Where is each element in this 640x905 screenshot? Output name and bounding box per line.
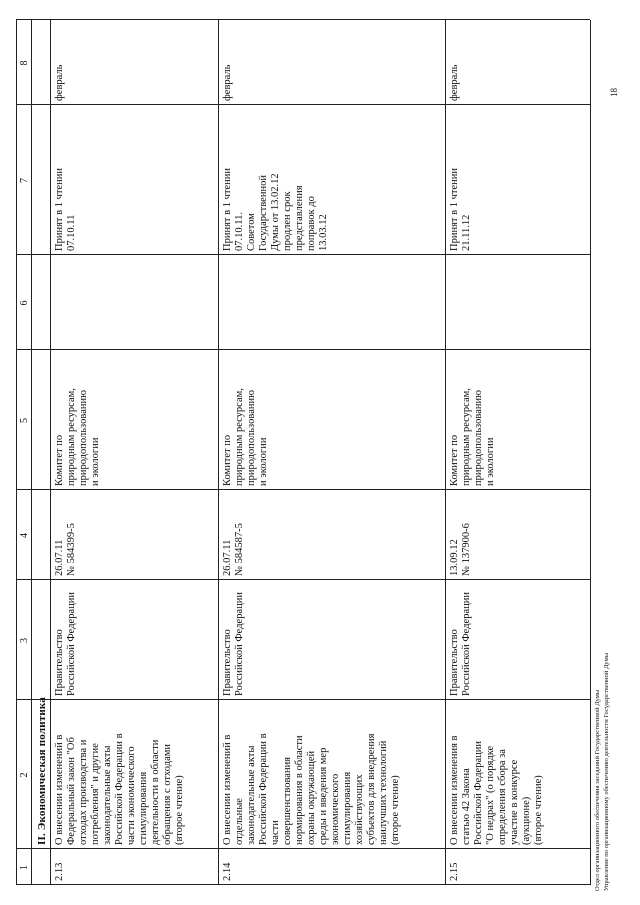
responsible-committee-line: природным ресурсам, [461, 388, 472, 486]
bill-title-line: участие в конкурсе [509, 759, 520, 845]
bill-initiator [54, 582, 78, 696]
bill-initiator-line: Правительство [222, 629, 233, 696]
bill-title [449, 702, 545, 845]
bill-title-line: обращения с отходами [162, 744, 173, 845]
page-number: 18 [609, 88, 619, 97]
table-column-rule [16, 848, 590, 849]
responsible-committee-line: природным ресурсам, [234, 388, 245, 486]
row-number: 2.15 [449, 862, 460, 881]
planned-month: февраль [222, 64, 233, 101]
table-row-rule [50, 20, 51, 885]
bill-title-line: О внесении изменений в [54, 734, 65, 845]
bill-title-line: совершенствования [282, 756, 293, 845]
bill-title-line: охраны окружающей [306, 750, 317, 845]
responsible-committee-line: и экологии [258, 437, 269, 486]
responsible-committee-line: Комитет по [449, 434, 460, 486]
bill-title-line: (второе чтение) [390, 775, 401, 845]
bill-title-line: части [270, 820, 281, 845]
table-column-rule [16, 489, 590, 490]
column-header: 4 [19, 533, 30, 538]
bill-title-line: статью 42 Закона [461, 768, 472, 845]
responsible-committee-line: Комитет по [54, 434, 65, 486]
footer-department: Отдел организационного обеспечения заседаний Государственной Думы [594, 689, 601, 891]
bill-title-line: стимулирования [138, 771, 149, 845]
table-row-rule [445, 20, 446, 885]
bill-title-line: деятельности в области [150, 739, 161, 845]
bill-title-line: (аукционе) [521, 796, 532, 845]
bill-status-line: 07.10.11 [66, 214, 77, 251]
bill-status-line: Принят в 1 чтении [449, 168, 460, 251]
bill-title-line: Российской Федерации [473, 741, 484, 845]
bill-registration-line: № 584399-5 [66, 523, 77, 576]
bill-status-line: 07.10.11. [234, 212, 245, 251]
bill-registration-line: № 137900-6 [461, 523, 472, 576]
column-header: 6 [19, 300, 30, 306]
planned-month: февраль [449, 64, 460, 101]
bill-status [54, 107, 78, 251]
bill-title-line: экономического [330, 773, 341, 845]
bill-initiator-line: Российской Федерации [234, 592, 245, 696]
bill-title-line: отходах производства и [78, 739, 89, 845]
bill-title-line: потребления" и другие [90, 743, 101, 845]
column-header: 5 [19, 418, 30, 423]
bill-title [54, 702, 186, 845]
section-title: II. Экономическая политика [36, 697, 48, 845]
bill-title [222, 702, 402, 845]
table-row-rule [218, 20, 219, 885]
table-column-rule [16, 579, 590, 580]
bill-registration [222, 492, 246, 576]
bill-status-line: 13.03.12 [318, 214, 329, 251]
bill-status-line: Государственной [258, 175, 269, 251]
bill-title-line: Российской Федерации в [114, 733, 125, 845]
bill-title-line: наилучших технологий [378, 740, 389, 845]
bill-registration-line: 13.09.12 [449, 539, 460, 576]
responsible-committee-line: и экологии [485, 437, 496, 486]
bill-registration-line: № 584587-5 [234, 523, 245, 576]
bill-initiator-line: Правительство [54, 629, 65, 696]
bill-initiator-line: Российской Федерации [461, 592, 472, 696]
bill-status-line: поправок до [306, 196, 317, 251]
bill-title-line: нормирования в области [294, 735, 305, 845]
bill-title-line: О внесении изменения в [449, 735, 460, 845]
table-column-rule [16, 104, 590, 105]
bill-title-line: стимулирования [342, 771, 353, 845]
responsible-committee-line: и экологии [90, 437, 101, 486]
bill-initiator [222, 582, 246, 696]
bill-title-line: отдельные [234, 798, 245, 845]
footer-directorate: Управление по организационному обеспечению деятельности Государственной Думы [603, 652, 610, 891]
table-column-rule [16, 349, 590, 350]
table-row-rule [590, 20, 591, 885]
table-column-rule [16, 19, 590, 20]
bill-title-line: О внесении изменений в [222, 734, 233, 845]
bill-title-line: законодательные акты [246, 745, 257, 845]
table-column-rule [16, 699, 590, 700]
bill-status-line: представления [294, 185, 305, 251]
responsible-committee [222, 352, 270, 486]
row-number: 2.13 [54, 862, 65, 881]
bill-initiator-line: Правительство [449, 629, 460, 696]
column-header: 2 [19, 772, 30, 778]
bill-registration-line: 26.07.11 [54, 539, 65, 576]
column-header: 1 [19, 865, 30, 870]
table-row-rule [16, 20, 17, 885]
planned-month: февраль [54, 64, 65, 101]
bill-status-line: Думы от 13.02.12 [270, 173, 281, 251]
table-column-rule [16, 884, 590, 885]
responsible-committee-line: природопользованию [473, 390, 484, 486]
bill-title-line: хозяйствующих [354, 774, 365, 845]
responsible-committee-line: природным ресурсам, [66, 388, 77, 486]
table-column-rule [16, 254, 590, 255]
bill-title-line: (второе чтение) [174, 775, 185, 845]
bill-title-line: "О недрах" (о порядке [485, 745, 496, 845]
responsible-committee [54, 352, 102, 486]
bill-status-line: Принят в 1 чтении [54, 168, 65, 251]
bill-status [449, 107, 473, 251]
column-header: 8 [19, 60, 30, 66]
bill-status-line: 21.11.12 [461, 214, 472, 251]
bill-title-line: Федеральный закон "Об [66, 737, 77, 845]
responsible-committee [449, 352, 497, 486]
bill-title-line: части экономического [126, 746, 137, 845]
table-row-rule [31, 20, 32, 885]
bill-initiator-line: Российской Федерации [66, 592, 77, 696]
bill-title-line: определения сбора за [497, 749, 508, 845]
bill-status-line: Принят в 1 чтении [222, 168, 233, 251]
responsible-committee-line: природопользованию [78, 390, 89, 486]
bill-registration [449, 492, 473, 576]
bill-registration-line: 26.07.11 [222, 539, 233, 576]
bill-status-line: Советом [246, 213, 257, 251]
bill-initiator [449, 582, 473, 696]
bill-status [222, 107, 330, 251]
column-header: 7 [19, 178, 30, 183]
row-number: 2.14 [222, 862, 233, 881]
bill-title-line: законодательные акты [102, 745, 113, 845]
bill-title-line: (второе чтение) [533, 775, 544, 845]
responsible-committee-line: Комитет по [222, 434, 233, 486]
bill-registration [54, 492, 78, 576]
column-header: 3 [19, 638, 30, 643]
responsible-committee-line: природопользованию [246, 390, 257, 486]
bill-title-line: субъектов для внедрения [366, 733, 377, 845]
bill-title-line: среды и введения мер [318, 747, 329, 845]
bill-status-line: продлен срок [282, 191, 293, 251]
bill-title-line: Российской Федерации в [258, 733, 269, 845]
